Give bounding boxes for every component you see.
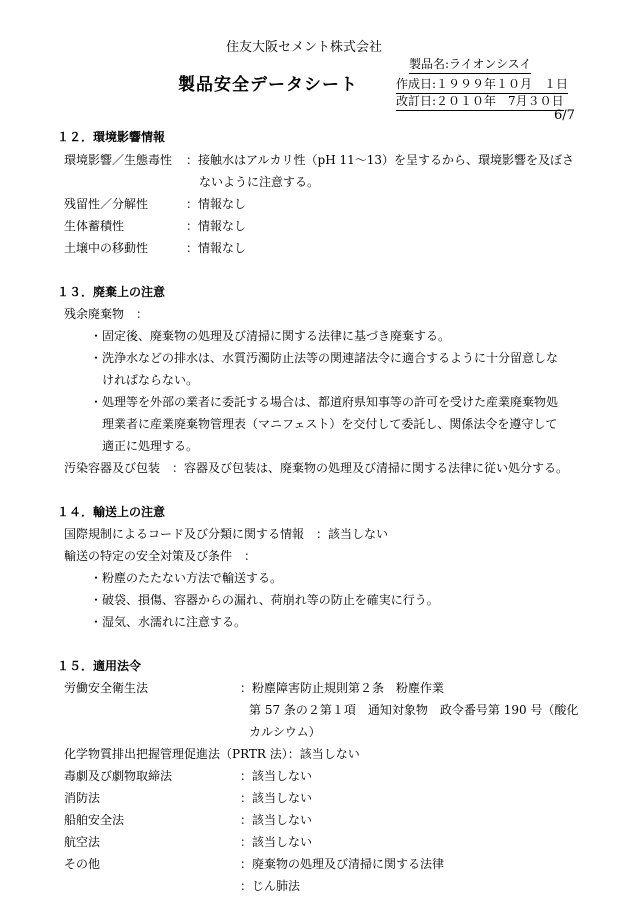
eco-toxicity-label: 環境影響／生態毒性 bbox=[64, 153, 173, 167]
other-law-value-1: ：廃棄物の処理及び清掃に関する法律 bbox=[240, 857, 445, 871]
other-law-value-2: ：じん肺法 bbox=[240, 879, 301, 893]
section-13-heading: １３．廃棄上の注意 bbox=[57, 285, 166, 299]
company-name: 住友大阪セメント株式会社 bbox=[226, 40, 383, 55]
poison-law-label: 毒劇及び劇物取締法 bbox=[64, 769, 173, 783]
other-law-label: その他 bbox=[64, 857, 101, 871]
fire-law-value: ：該当しない bbox=[240, 791, 313, 805]
document-title: 製品安全データシート bbox=[178, 75, 358, 95]
aviation-law-value: ：該当しない bbox=[240, 835, 313, 849]
transport-bullet-2: ・破袋、損傷、容器からの漏れ、荷崩れ等の防止を確実に行う。 bbox=[90, 593, 439, 607]
waste-bullet-2a: ・洗浄水などの排水は、水質汚濁防止法等の関連諸法令に適合するように十分留意しな bbox=[90, 351, 559, 365]
special-precautions: 輸送の特定の安全対策及び条件 ： bbox=[64, 549, 257, 563]
contaminated-container: 汚染容器及び包装 ：容器及び包装は、廃棄物の処理及び清掃に関する法律に従い処分する。 bbox=[64, 461, 569, 475]
section-12-heading: １２．環境影響情報 bbox=[57, 130, 166, 144]
waste-bullet-3a: ・処理等を外部の業者に委託する場合は、都道府県知事等の許可を受けた産業廃棄物処 bbox=[90, 395, 559, 409]
ship-law-value: ：該当しない bbox=[240, 813, 313, 827]
bioaccumulation-label: 生体蓄積性 bbox=[64, 219, 125, 233]
intl-regulation: 国際規制によるコード及び分類に関する情報 ：該当しない bbox=[64, 527, 389, 541]
waste-bullet-3b: 理業者に産業廃棄物管理表（マニフェスト）を交付して委託し、関係法令を遵守して bbox=[102, 417, 558, 431]
section-15-heading: １５．適用法令 bbox=[57, 659, 142, 673]
revised-date: 改訂日:２０１０年 7月３０日 bbox=[396, 92, 564, 111]
persistence-label: 残留性／分解性 bbox=[64, 197, 149, 211]
eco-toxicity-text-1: ：接触水はアルカリ性（pH 11～13）を呈するから、環境影響を及ぼさ bbox=[186, 153, 575, 167]
ship-law-label: 船舶安全法 bbox=[64, 813, 125, 827]
poison-law-value: ：該当しない bbox=[240, 769, 313, 783]
persistence-value: ：情報なし bbox=[186, 197, 247, 211]
soil-mobility-value: ：情報なし bbox=[186, 241, 247, 255]
bioaccumulation-value: ：情報なし bbox=[186, 219, 247, 233]
prtr-law: 化学物質排出把握管理促進法（PRTR 法）：該当しない bbox=[64, 747, 360, 761]
transport-bullet-3: ・湿気、水濡れに注意する。 bbox=[90, 615, 247, 629]
waste-bullet-1: ・固定後、廃棄物の処理及び清掃に関する法律に基づき廃棄する。 bbox=[90, 329, 451, 343]
residual-waste-label: 残余廃棄物 ： bbox=[64, 307, 149, 321]
page-number: 6/7 bbox=[554, 108, 575, 123]
labor-safety-value-1: ：粉塵障害防止規則第２条 粉塵作業 bbox=[240, 681, 445, 695]
labor-safety-value-2: 第 57 条の２第１項 通知対象物 政令番号第 190 号（酸化 bbox=[249, 703, 579, 717]
product-name: 製品名:ライオンシスイ bbox=[409, 55, 531, 74]
soil-mobility-label: 土壌中の移動性 bbox=[64, 241, 149, 255]
section-14-heading: １４．輸送上の注意 bbox=[57, 505, 166, 519]
transport-bullet-1: ・粉塵のたたない方法で輸送する。 bbox=[90, 571, 283, 585]
aviation-law-label: 航空法 bbox=[64, 835, 101, 849]
eco-toxicity-text-2: ないように注意する。 bbox=[199, 175, 320, 189]
fire-law-label: 消防法 bbox=[64, 791, 101, 805]
labor-safety-value-3: カルシウム） bbox=[249, 725, 321, 739]
created-date: 作成日:１９９９年１０月 １日 bbox=[396, 75, 568, 94]
labor-safety-label: 労働安全衛生法 bbox=[64, 681, 149, 695]
waste-bullet-3c: 適正に処理する。 bbox=[102, 439, 199, 453]
waste-bullet-2b: ければならない。 bbox=[102, 373, 199, 387]
